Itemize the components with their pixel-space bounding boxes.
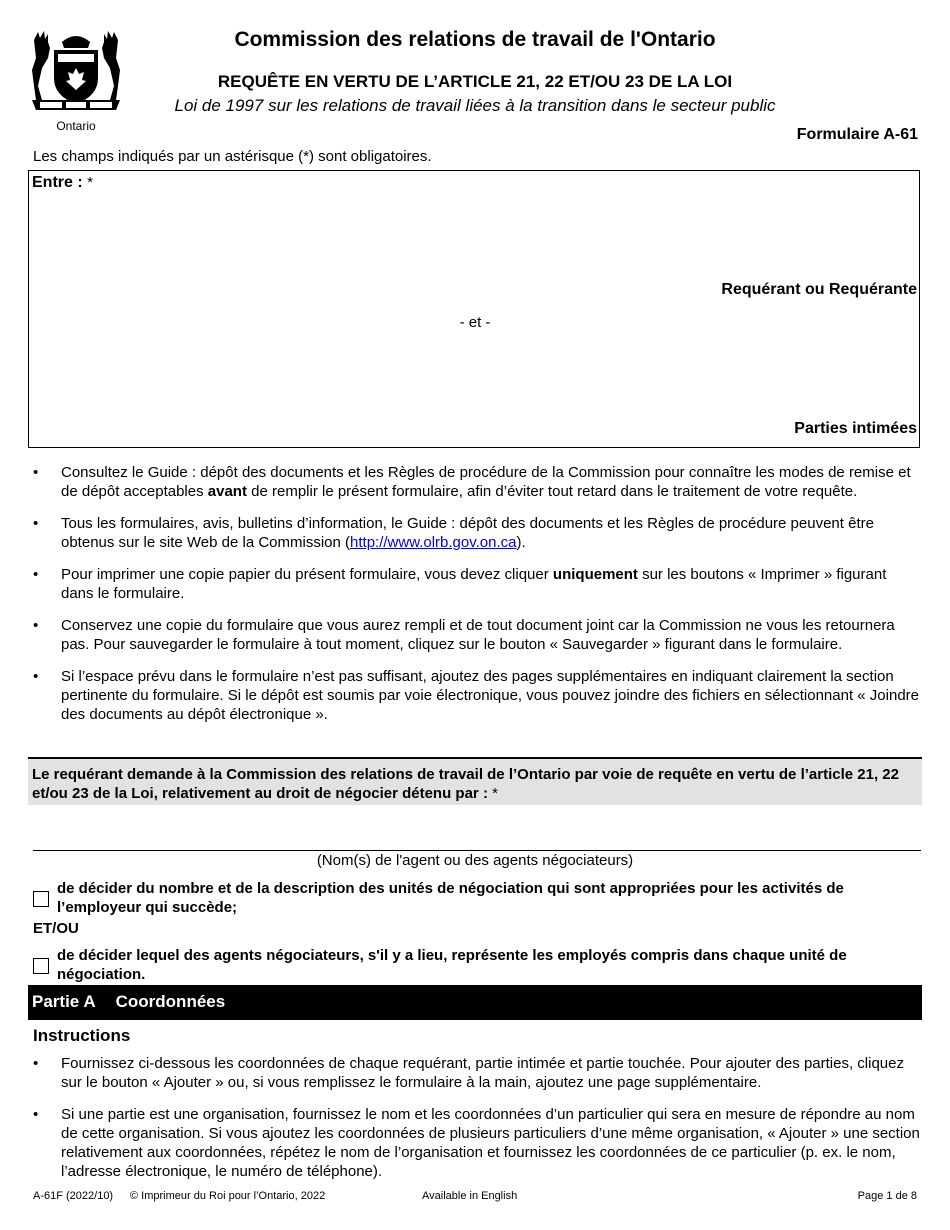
required-asterisk: * [492,785,498,802]
instructions-title: Instructions [33,1026,131,1045]
agent-name-line [33,850,921,851]
form-number: Formulaire A-61 [796,126,918,143]
bargaining-agent-input[interactable] [33,812,921,848]
option1-label: de décider du nombre et de la description des unités de négociation qui sont appropriées pour les activités de l’employeur qui succède; [57,880,844,916]
and-separator: - et - [459,314,491,331]
page-number: Page 1 de 8 [857,1190,917,1202]
list-item: • Pour imprimer une copie papier du présent formulaire, vous devez cliquer uniquement sur les boutons « Imprimer » figurant dans le formulaire. [33,566,887,602]
list-item: • Conservez une copie du formulaire que vous aurez rempli et de tout document joint car la Commission ne vous les retournera pas. Pour sauvegarder le formulaire à tout moment, cliquez sur le bouton « Sauvegarder » figurant dans le formulaire. [33,617,895,653]
between-text: Entre : [32,174,83,191]
form-subtitle: REQUÊTE EN VERTU DE L’ARTICLE 21, 22 ET/OU 23 DE LA LOI [217,72,733,91]
agent-name-label: (Nom(s) de l'agent ou des agents négociateurs) [316,852,634,869]
list-item: • Si une partie est une organisation, fournissez le nom et les coordonnées d’un particulier qui sera en mesure de répondre au nom de cette organisation. Si vous ajoutez les coordonnées de plusieurs particuliers d’une même organisation, « Ajouter » une section relativement aux coordonnées, répétez le nom de l’organisation et fournissez les coordonnées de ce particulier (p. ex. le nom, l’adresse électronique, le numéro de téléphone). [33,1106,920,1180]
part-a-label: Partie A [32,992,96,1011]
required-fields-note: Les champs indiqués par un astérisque (*) sont obligatoires. [33,148,432,165]
logo-wordmark: Ontario [56,119,96,133]
footer-form-code: A-61F (2022/10) [33,1190,114,1202]
part-a-header [28,985,922,1020]
list-item: • Si l’espace prévu dans le formulaire n’est pas suffisant, ajoutez des pages supplémentaires en indiquant clairement la section pertinente du formulaire. Si le dépôt est soumis par voie électronique, vous pouvez joindre des fichiers en sélectionnant « Joindre des documents au dépôt électronique ». [33,668,919,723]
olrb-website-link[interactable]: http://www.olrb.gov.on.ca [350,534,517,551]
option2-checkbox[interactable] [33,958,49,974]
footer-copyright: © Imprimeur du Roi pour l’Ontario, 2022 [130,1190,326,1202]
guidance-list [33,463,923,737]
applicant-label: Requérant ou Requérante [721,281,917,298]
list-item: • Consultez le Guide : dépôt des documents et les Règles de procédure de la Commission pour connaître les modes de remise et de dépôt acceptables avant de remplir le présent formulaire, afin d’éviter tout retard dans le traitement de votre requête. [33,464,911,500]
instructions-list [33,1054,923,1194]
request-statement: Le requérant demande à la Commission des relations de travail de l’Ontario par voie de requête en vertu de l’article 21, 22 et/ou 23 de la Loi, relativement au droit de négocier détenu par : * [28,757,922,805]
list-item: • Tous les formulaires, avis, bulletins d’information, le Guide : dépôt des documents et les Règles de procédure peuvent être obtenus sur le site Web de la Commission (http://www.olrb.gov.on.ca). [33,515,874,551]
act-name: Loi de 1997 sur les relations de travail liées à la transition dans le secteur public [174,96,776,115]
option2-label: de décider lequel des agents négociateurs, s'il y a lieu, représente les employés compris dans chaque unité de négociation. [57,947,847,983]
parties-input-box[interactable] [28,170,920,448]
between-label [32,174,93,192]
option1-checkbox[interactable] [33,891,49,907]
list-item: • Fournissez ci-dessous les coordonnées de chaque requérant, partie intimée et partie touchée. Pour ajouter des parties, cliquez sur le bouton « Ajouter » ou, si vous remplissez le formulaire à la main, ajoutez une page supplémentaire. [33,1055,904,1091]
respondents-label: Parties intimées [794,420,917,437]
footer-english: Available in English [422,1190,518,1202]
and-or-label: ET/OU [33,920,79,937]
page-title: Commission des relations de travail de l'Ontario [234,28,716,51]
part-a-title: Coordonnées [115,992,226,1011]
required-asterisk: * [87,174,93,191]
